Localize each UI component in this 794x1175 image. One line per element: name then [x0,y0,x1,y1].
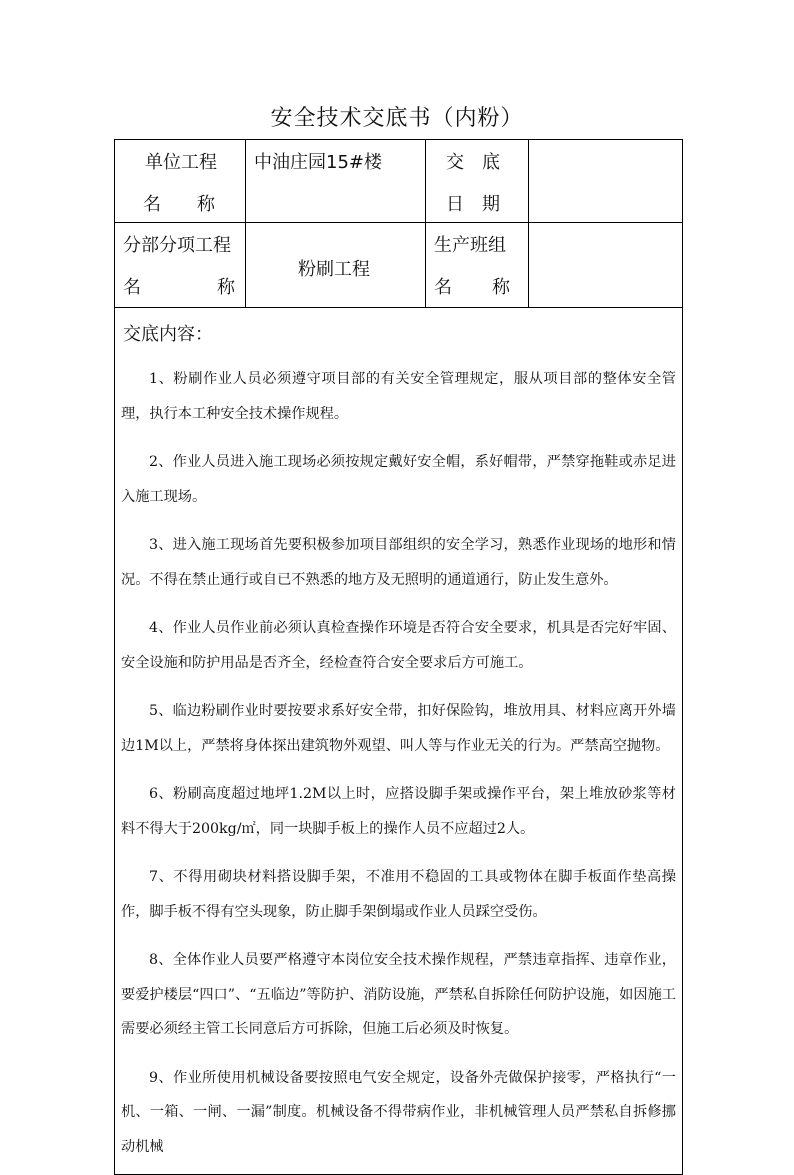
content-paragraph-1: 1、粉刷作业人员必须遵守项目部的有关安全管理规定，服从项目部的整体安全管理，执行本工种安全技术操作规程。 [121,371,676,422]
subproject-label-line2-left: 名 [123,277,141,298]
row-subproject [115,223,683,308]
subproject-value-cell [246,223,426,308]
subproject-value: 粉刷工程 [298,259,370,280]
subproject-label-cell [115,223,246,308]
handover-date-label-cell [426,140,529,223]
handover-date-label-line2: 日 期 [446,194,500,215]
unit-project-label-cell [115,140,246,223]
row-content [115,308,683,1175]
team-value-cell [529,223,683,308]
subproject-label-line1: 分部分项工程 [123,235,231,256]
subproject-label-line2-right: 称 [217,277,235,298]
content-cell [115,308,683,1175]
team-label-line1: 生产班组 [434,235,506,256]
row-unit-project [115,140,683,223]
content-paragraph-7: 7、不得用砌块材料搭设脚手架，不准用不稳固的工具或物体在脚手板面作垫高操作，脚手板不得有空头现象，防止脚手架倒塌或作业人员踩空受伤。 [121,869,676,920]
content-paragraph-5: 5、临边粉刷作业时要按要求系好安全带，扣好保险钩，堆放用具、材料应离开外墙边1M以上，严禁将身体探出建筑物外观望、叫人等与作业无关的行为。严禁高空抛物。 [121,703,676,754]
team-label-cell [426,223,529,308]
team-label-line2-right: 称 [492,277,510,298]
content-paragraph-9: 9、作业所使用机械设备要按照电气安全规定，设备外壳做保护接零，严格执行“一机、一箱、一闸、一漏”制度。机械设备不得带病作业，非机械管理人员严禁私自拆修挪动机械 [121,1069,676,1155]
content-paragraph-6: 6、粉刷高度超过地坪1.2M以上时，应搭设脚手架或操作平台，架上堆放砂浆等材料不得大于200kg/㎡，同一块脚手板上的操作人员不应超过2人。 [121,786,676,837]
unit-project-value-cell [246,140,426,223]
unit-project-label-line1: 单位工程 [145,152,217,173]
content-paragraph-3: 3、进入施工现场首先要积极参加项目部组织的安全学习，熟悉作业现场的地形和情况。不得在禁止通行或自已不熟悉的地方及无照明的通道通行，防止发生意外。 [121,537,676,588]
content-paragraph-2: 2、作业人员进入施工现场必须按规定戴好安全帽，系好帽带，严禁穿拖鞋或赤足进入施工现场。 [121,454,676,505]
team-label-line2-left: 名 [434,277,452,298]
content-paragraph-8: 8、全体作业人员要严格遵守本岗位安全技术操作规程，严禁违章指挥、违章作业，要爱护楼层“四口”、“五临边”等防护、消防设施，严禁私自拆除任何防护设施，如因施工需要必须经主管工长同意后方可拆除，但施工后必须及时恢复。 [121,952,676,1037]
content-heading: 交底内容： [123,324,213,345]
unit-project-label-line2: 名 称 [143,194,215,215]
handover-date-value-cell [529,140,683,223]
handover-date-label-line1: 交 底 [446,152,500,173]
content-paragraph-4: 4、作业人员作业前必须认真检查操作环境是否符合安全要求，机具是否完好牢固、安全设施和防护用品是否齐全，经检查符合安全要求后方可施工。 [121,620,676,671]
handover-form-table [114,139,683,1175]
document-title: 安全技术交底书（内粉） [270,106,524,131]
unit-project-value: 中油庄园15#楼 [254,152,382,173]
